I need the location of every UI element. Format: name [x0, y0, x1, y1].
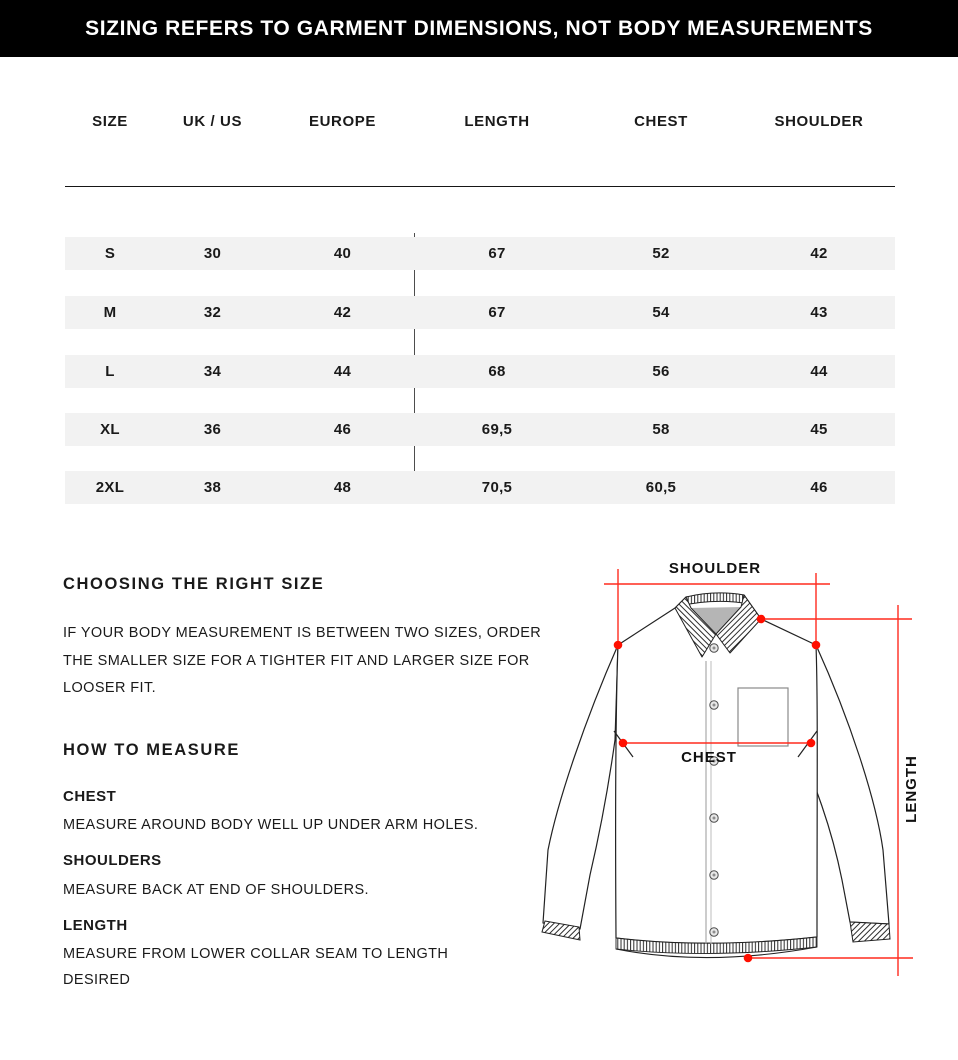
cell-uk-us: 30 — [203, 245, 222, 262]
cell-shoulder: 45 — [810, 421, 828, 438]
cell-length: 68 — [488, 363, 506, 380]
cell-uk-us: 32 — [203, 304, 222, 321]
cell-europe: 46 — [333, 421, 352, 438]
choosing-size-body: IF YOUR BODY MEASUREMENT IS BETWEEN TWO SIZES, ORDER THE SMALLER SIZE FOR A TIGHTER FIT AND LARGER SIZE FOR LOOSER FIT. — [63, 625, 542, 696]
cell-chest: 52 — [652, 245, 670, 262]
cell-size: S — [104, 245, 116, 262]
column-header-size: SIZE — [92, 113, 128, 130]
cell-uk-us: 38 — [203, 479, 222, 496]
banner-text: SIZING REFERS TO GARMENT DIMENSIONS, NOT BODY MEASUREMENTS — [85, 16, 873, 40]
cell-length: 70,5 — [481, 479, 513, 496]
dot-chest-right — [807, 739, 816, 748]
cell-size: M — [103, 304, 117, 321]
cell-shoulder: 44 — [810, 363, 828, 380]
right-cuff — [850, 922, 890, 942]
dot-hem-bottom — [744, 954, 753, 963]
cell-shoulder: 43 — [810, 304, 828, 321]
table-row-2xl — [65, 471, 895, 504]
choosing-size-heading: CHOOSING THE RIGHT SIZE — [63, 575, 325, 593]
header-rule — [65, 186, 895, 187]
size-table-header-row — [65, 113, 895, 130]
left-sleeve — [542, 645, 618, 940]
shirt-measurement-diagram — [540, 540, 958, 1020]
diagram-length-label: LENGTH — [903, 755, 920, 823]
cell-length: 67 — [488, 304, 506, 321]
cell-size: XL — [100, 421, 120, 438]
measure-chest-label: CHEST — [63, 788, 117, 805]
diagram-shoulder-label: SHOULDER — [668, 560, 762, 577]
measure-length-label: LENGTH — [63, 917, 128, 934]
cell-europe: 42 — [333, 304, 352, 321]
cell-length: 69,5 — [481, 421, 513, 438]
how-to-measure-heading: HOW TO MEASURE — [63, 741, 241, 759]
measure-shoulders-description: MEASURE BACK AT END OF SHOULDERS. — [63, 882, 369, 898]
cell-size: L — [105, 363, 115, 380]
measure-shoulders-label: SHOULDERS — [63, 852, 162, 869]
cell-length: 67 — [488, 245, 506, 262]
cell-europe: 48 — [333, 479, 352, 496]
column-header-length: LENGTH — [464, 113, 530, 130]
table-row-l — [65, 355, 895, 388]
dot-left-shoulder — [614, 641, 623, 650]
column-header-europe: EUROPE — [309, 113, 376, 130]
table-row-s — [65, 237, 895, 270]
table-row-m — [65, 296, 895, 329]
cell-shoulder: 42 — [810, 245, 828, 262]
cell-chest: 56 — [652, 363, 670, 380]
cell-europe: 40 — [333, 245, 352, 262]
measure-length-description: MEASURE FROM LOWER COLLAR SEAM TO LENGTH DESIRED — [63, 946, 449, 988]
cell-shoulder: 46 — [810, 479, 828, 496]
dot-chest-left — [619, 739, 628, 748]
cell-europe: 44 — [333, 363, 352, 380]
column-header-uk-us: UK / US — [182, 113, 243, 130]
table-row-xl — [65, 413, 895, 446]
dot-collar-right — [757, 615, 766, 624]
cell-size: 2XL — [95, 479, 125, 496]
banner — [0, 0, 958, 57]
cell-chest: 60,5 — [645, 479, 677, 496]
dot-right-shoulder — [812, 641, 821, 650]
measure-chest-description: MEASURE AROUND BODY WELL UP UNDER ARM HOLES. — [63, 817, 479, 833]
cell-uk-us: 34 — [203, 363, 222, 380]
cell-uk-us: 36 — [203, 421, 222, 438]
column-header-shoulder: SHOULDER — [774, 113, 864, 130]
cell-chest: 54 — [652, 304, 670, 321]
column-header-chest: CHEST — [634, 113, 688, 130]
shirt-body — [614, 595, 817, 958]
cell-chest: 58 — [652, 421, 670, 438]
diagram-chest-label: CHEST — [681, 749, 737, 766]
shirt-diagram-drawing — [540, 540, 958, 1020]
size-table — [65, 110, 895, 510]
